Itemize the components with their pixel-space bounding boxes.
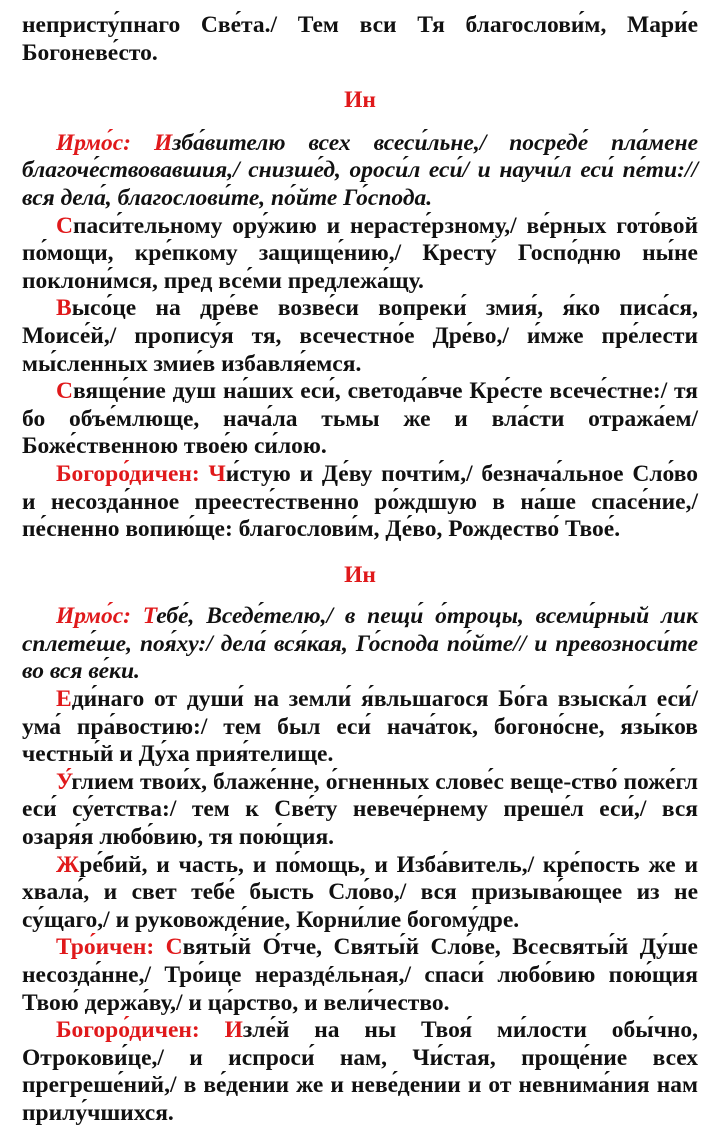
troparion-paragraph (22, 686, 698, 769)
triadicon-initial: С (165, 934, 183, 961)
irmos-paragraph (22, 603, 698, 686)
lead-paragraph (22, 12, 698, 67)
troparion-initial: У (56, 768, 72, 795)
troparion-text: ысо́це на дре́ве возве́си вопреки́ змия́, я́ко писа́ся, Моисе́й,/ пропису́я тя, всечестно́е Дре́во,/ и́мже пре́лести мы́сленных змие́в избавля́емся. (22, 295, 698, 377)
troparion-text: паси́тельному ору́жию и нерасте́рзному,/ ве́рных гото́вой по́мощи, кре́пкому защище́нию,/ Кресту́ Госпо́дню ны́не поклони́мся, пред все́ми предлежа́щу. (22, 212, 698, 294)
troparion-text: ́глием твои́х, блаже́нне, о́гненных слове́с веще-ство́ поже́гл еси́ су́етства:/ тем к Све́ту невече́рнему преше́л еси́,/ вся озаря́я любо́вию, тя пою́щия. (22, 768, 698, 851)
irmos-initial: И (153, 129, 173, 156)
troparion-paragraph (22, 295, 698, 378)
irmos-text: ебе́, Вседе́телю,/ в пещи́ о́троцы, всеми́рный лик сплете́ше, поя́ху:/ дела́ вся́кая, Го́спода по́йте// и превозноси́те во вся ве́ки. (22, 603, 698, 685)
troparion-text: вяще́ние душ на́ших еси́, светода́вче Кре́сте всече́стне:/ тя бо объе́млюще, нача́ла тьмы же и вла́сти отража́ем/ Боже́ственною твое́ю си́лою. (22, 378, 698, 460)
lead-text: непристу́пнаго Све́та./ Тем вси Тя благослови́м, Мари́е Богоневе́сто. (22, 12, 698, 66)
troparion-text: ре́бий, и часть, и по́мощь, и Изба́витель,/ кре́пость же и хвала́, и свет тебе́ бысть Сло́во,/ вся призыва́ющее из не су́щаго,/ и руковожде́ние, Корни́лие богому́дре. (22, 851, 698, 933)
troparion-paragraph (22, 852, 698, 935)
theotokion-initial: И (224, 1017, 243, 1044)
theotokion-label: Богоро́дичен: (56, 1017, 225, 1044)
triadicon-text: вяты́й О́тче, Святы́й Сло́ве, Всесвяты́й Ду́ше несозда́нне,/ Тро́ице нераздéльная,/ спаси́ любо́вию пою́щия Твою́ держа́ву,/ и ца́рство, и вели́чество. (22, 934, 698, 1016)
troparion-paragraph (22, 769, 698, 852)
triadicon-label: Тро́ичен: (56, 934, 166, 961)
troparion-initial: Ж (56, 851, 80, 878)
irmos-label: Ирмо́с: (56, 603, 143, 630)
section-heading: Ин (344, 561, 376, 588)
section-heading: Ин (344, 87, 376, 114)
irmos-text: зба́вителю всех всеси́льне,/ посреде́ пла́мене благоче́ствовавшия,/ снизше́д, ороси́л еси́/ и научи́л еси́ пе́ти:// вся дела́, благослови́те, по́йте Го́спода. (22, 129, 699, 211)
troparion-paragraph (22, 213, 698, 296)
troparion-initial: С (56, 378, 73, 405)
triadicon-paragraph (22, 934, 698, 1017)
theotokion-label: Богоро́дичен: (56, 460, 209, 487)
theotokion-paragraph (22, 461, 698, 544)
irmos-label: Ирмо́с: (56, 129, 154, 156)
irmos-paragraph (22, 130, 698, 213)
troparion-initial: С (56, 212, 73, 239)
theotokion-text: и́стую и Де́ву почти́м,/ безнача́льное Сло́во и несозда́нное преесте́ственно ро́ждшую в на́ше спасе́ние,/ пе́сненно вопию́ще: благослови́м, Де́во, Рождество́ Твое́. (22, 460, 698, 543)
troparion-initial: Е (56, 686, 72, 713)
troparion-text: ди́наго от души́ на земли́ я́вльшагося Бо́га взыска́л еси́/ ума́ пра́востию:/ тем был еси́ нача́ток, богоно́сне, язы́ков честны́й и Ду́ха прия́телище. (22, 686, 698, 768)
theotokion-initial: Ч (208, 460, 226, 487)
theotokion-text: зле́й на ны Твоя́ ми́лости обы́чно, Отрокови́це,/ и испроси́ нам, Чи́стая, проще́ние всех прегреше́ний,/ в ве́дении же и неве́дении и от невнима́ния нам прилу́чшихся. (22, 1017, 698, 1126)
irmos-initial: Т (142, 603, 157, 630)
troparion-paragraph (22, 378, 698, 461)
troparion-initial: В (56, 295, 72, 322)
theotokion-paragraph (22, 1017, 698, 1127)
